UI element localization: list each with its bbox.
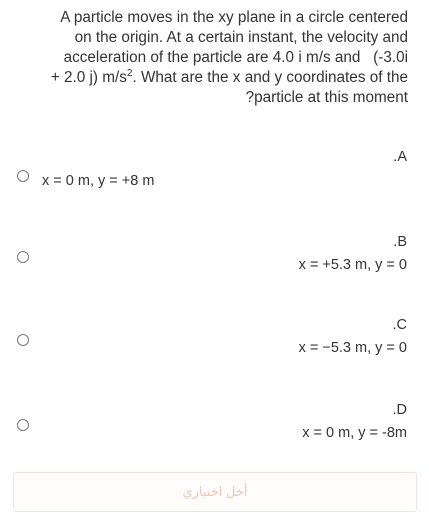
question-line: [14, 48, 408, 68]
question-line: A particle moves in the xy plane in a circle centered: [60, 9, 408, 26]
question-fragment: + 2.0 j) m/s: [50, 69, 127, 86]
option-c-letter: .C: [392, 317, 407, 333]
question-fragment: acceleration of the particle are 4.0 i m/s and: [63, 49, 361, 66]
question-fragment: . What are the x and y coordinates of the: [132, 69, 408, 86]
option-d-text[interactable]: x = 0 m, y = -8m: [302, 425, 407, 441]
question-line: [14, 68, 408, 88]
option-b-letter: .B: [393, 234, 407, 250]
question-fragment: (-3.0i: [373, 49, 408, 66]
option-c-radio[interactable]: [17, 334, 29, 346]
option-a-text[interactable]: x = 0 m, y = +8 m: [42, 173, 155, 189]
option-c-text[interactable]: x = −5.3 m, y = 0: [298, 340, 407, 356]
question-line: on the origin. At a certain instant, the velocity and: [74, 29, 408, 46]
option-b-radio[interactable]: [17, 251, 29, 263]
clear-choice-button[interactable]: [13, 472, 417, 512]
superscript: 2: [126, 67, 133, 79]
option-a-letter: .A: [393, 149, 407, 165]
question-line: ?particle at this moment: [245, 89, 408, 106]
question-text: [14, 8, 408, 108]
option-d-letter: .D: [392, 402, 407, 418]
option-b-text[interactable]: x = +5.3 m, y = 0: [298, 257, 407, 273]
option-d-radio[interactable]: [17, 419, 29, 431]
option-a-radio[interactable]: [17, 170, 29, 182]
clear-choice-label: أخل اختياري: [182, 484, 248, 499]
